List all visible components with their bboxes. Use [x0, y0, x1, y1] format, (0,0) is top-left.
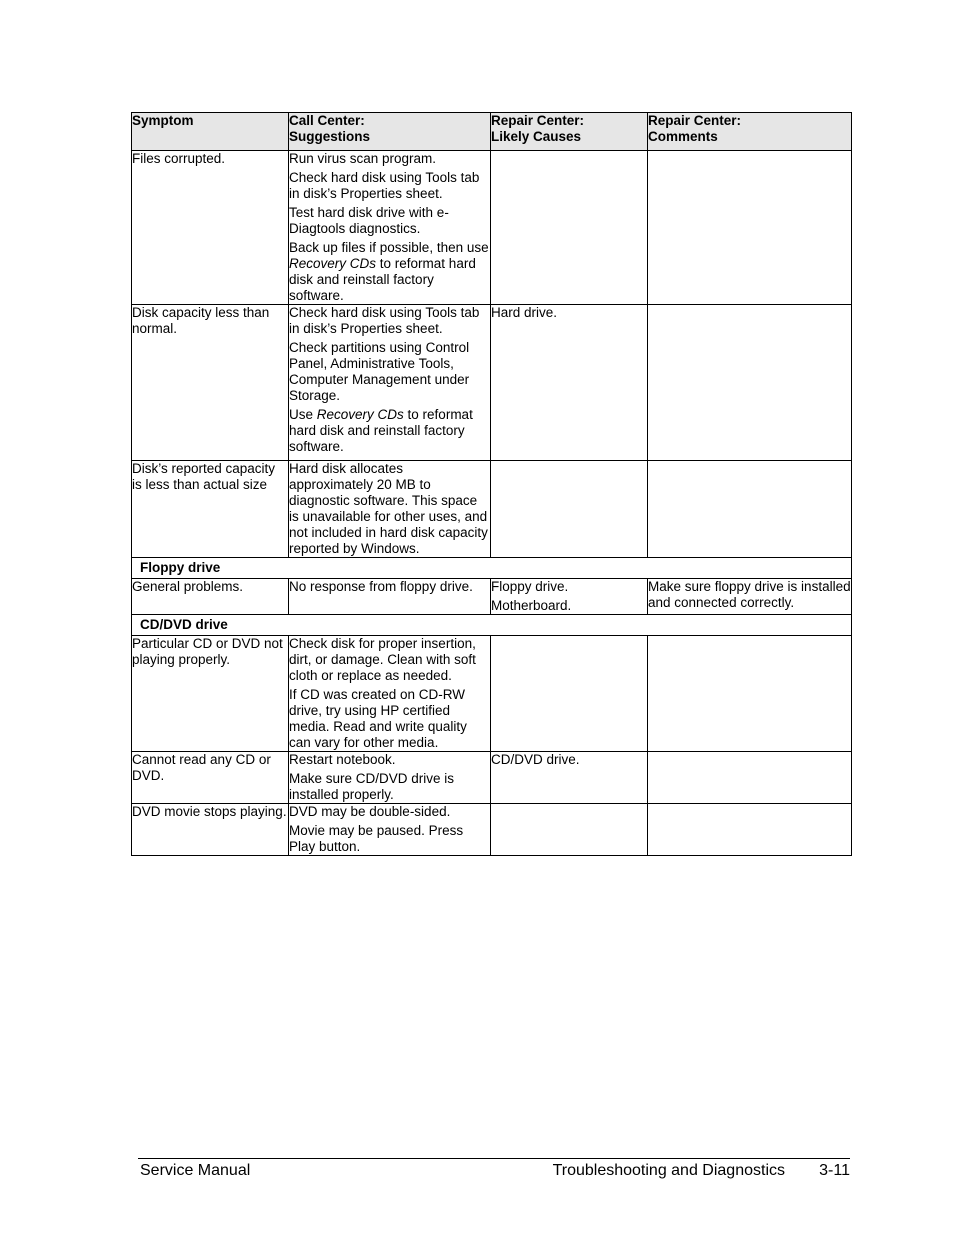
suggestions-cell: Restart notebook. Make sure CD/DVD drive is installed properly.	[289, 752, 491, 804]
header-comments: Repair Center: Comments	[648, 113, 852, 151]
causes-cell: Floppy drive. Motherboard.	[491, 579, 648, 615]
page-number: 3-11	[819, 1162, 850, 1179]
symptom-cell: Disk capacity less than normal.	[132, 305, 289, 461]
comments-cell	[648, 305, 852, 461]
table-row	[132, 151, 852, 305]
section-title-floppy: Floppy drive	[132, 558, 852, 579]
comments-cell	[648, 804, 852, 856]
section-row-cd-dvd	[132, 615, 852, 636]
section-title-cd-dvd: CD/DVD drive	[132, 615, 852, 636]
causes-cell	[491, 461, 648, 558]
table-row	[132, 636, 852, 752]
comments-cell	[648, 636, 852, 752]
symptom-cell: Particular CD or DVD not playing properly.	[132, 636, 289, 752]
symptom-cell: Disk’s reported capacity is less than actual size	[132, 461, 289, 558]
troubleshooting-table	[131, 112, 852, 856]
footer-chapter-title: Troubleshooting and Diagnostics	[552, 1162, 785, 1179]
table-row	[132, 461, 852, 558]
table-row	[132, 752, 852, 804]
suggestions-cell: Run virus scan program. Check hard disk using Tools tab in disk’s Properties sheet. Test hard disk drive with e-Diagtools diagnostics. Back up files if possible, then use Recovery CDs to reformat hard disk and reinstall factory software.	[289, 151, 489, 303]
comments-cell	[648, 752, 852, 804]
symptom-cell: General problems.	[132, 579, 289, 615]
symptom-cell: DVD movie stops playing.	[132, 804, 289, 856]
comments-cell: Make sure floppy drive is installed and connected correctly.	[648, 579, 852, 615]
table-row	[132, 579, 852, 615]
footer-manual-title: Service Manual	[140, 1162, 251, 1179]
page-footer	[138, 1158, 850, 1179]
header-call-center-suggestions: Call Center: Suggestions	[289, 113, 491, 151]
causes-cell	[491, 151, 648, 305]
suggestions-cell: DVD may be double-sided. Movie may be paused. Press Play button.	[289, 804, 491, 856]
causes-cell: CD/DVD drive.	[491, 752, 648, 804]
causes-cell	[491, 636, 648, 752]
symptom-cell: Cannot read any CD or DVD.	[132, 752, 289, 804]
table-header-row	[132, 113, 852, 151]
header-symptom: Symptom	[132, 113, 289, 151]
suggestions-cell: Check disk for proper insertion, dirt, or damage. Clean with soft cloth or replace as needed. If CD was created on CD-RW drive, try using HP certified media. Read and write quality can vary for other media.	[289, 636, 491, 752]
section-row-floppy	[132, 558, 852, 579]
suggestions-cell: Check hard disk using Tools tab in disk’s Properties sheet. Check partitions using Control Panel, Administrative Tools, Computer Management under Storage. Use Recovery CDs to reformat hard disk and reinstall factory software.	[289, 305, 491, 461]
comments-cell	[648, 151, 852, 305]
causes-cell	[491, 804, 648, 856]
suggestions-cell: No response from floppy drive.	[289, 579, 491, 615]
header-likely-causes: Repair Center: Likely Causes	[491, 113, 648, 151]
suggestions-cell: Hard disk allocates approximately 20 MB to diagnostic software. This space is unavailable for other uses, and not included in hard disk capacity reported by Windows.	[289, 461, 491, 558]
symptom-cell: Files corrupted.	[132, 151, 289, 305]
comments-cell	[648, 461, 852, 558]
table-row	[132, 305, 852, 461]
causes-cell: Hard drive.	[491, 305, 648, 461]
table-row	[132, 804, 852, 856]
